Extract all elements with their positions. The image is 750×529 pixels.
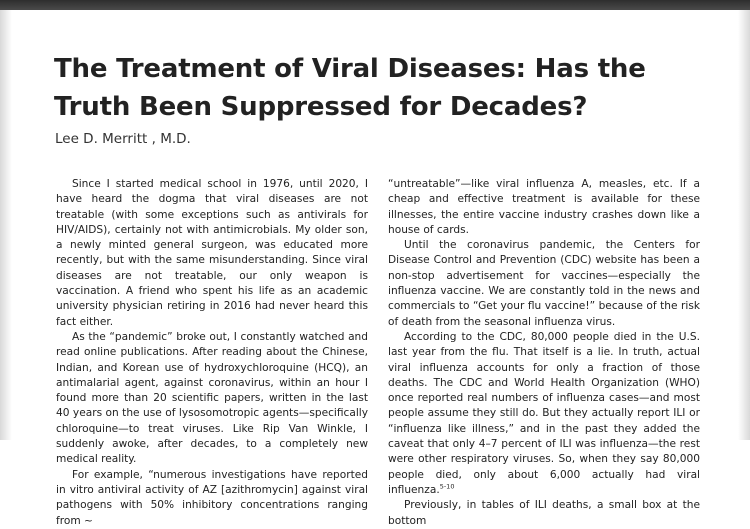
citation-reference: 5-10 <box>439 482 455 491</box>
viewer-top-bar <box>0 0 750 10</box>
right-paragraph-1: “untreatable”—like viral influenza A, measles, etc. If a cheap and effective treatment is available for these illnesses, the entire vaccine industry crashes down like a house of cards. <box>388 178 700 236</box>
left-column <box>56 177 368 529</box>
article-title: The Treatment of Viral Diseases: Has the Truth Been Suppressed for Decades? <box>54 54 646 122</box>
right-paragraph-3 <box>388 330 700 498</box>
right-paragraph-4: Previously, in tables of ILI deaths, a small box at the bottom <box>388 499 700 527</box>
page-shadow-right <box>738 10 750 440</box>
right-paragraph-3-text: According to the CDC, 80,000 people died in the U.S. last year from the flu. That itself is a lie. In truth, actual viral influenza accounts for only a fraction of those deaths. The CDC and World Health Organization (WHO) once reported real numbers of influenza cases—and most people assume they still do. But they actually report ILI or “influenza like illness,” and in the past they added the caveat that only 4–7 percent of ILI was influenza—the rest were other respiratory viruses. So, when they say 80,000 people died, only about 6,000 actually had viral influenza. <box>388 330 700 496</box>
page-shadow-left <box>0 10 12 440</box>
right-column <box>388 177 700 529</box>
article-author: Lee D. Merritt , M.D. <box>55 131 191 147</box>
right-paragraph-2: Until the coronavirus pandemic, the Centers for Disease Control and Prevention (CDC) website has been a non-stop advertisement for vaccines—especially the influenza vaccine. We are constantly told in the news and commercials to “Get your flu vaccine!” because of the risk of death from the seasonal influenza virus. <box>388 239 700 328</box>
left-paragraph-1: Since I started medical school in 1976, until 2020, I have heard the dogma that viral diseases are not treatable (with some exceptions such as antivirals for HIV/AIDS), certainly not with antimicrobials. My older son, a newly minted general surgeon, was educated more recently, but with the same misunderstanding. Since viral diseases are not treatable, our only weapon is vaccination. A friend who spent his life as an academic university physician retiring in 2016 had never heard this fact either. <box>56 178 368 328</box>
left-paragraph-2: As the “pandemic” broke out, I constantly watched and read online publications. After reading about the Chinese, Indian, and Korean use of hydroxychloroquine (HCQ), an antimalarial agent, against coronavirus, within an hour I found more than 20 scientific papers, written in the last 40 years on the use of lysosomotropic agents—specifically chloroquine—to treat viruses. Like Rip Van Winkle, I suddenly awoke, after decades, to a completely new medical reality. <box>56 330 368 466</box>
left-paragraph-3: For example, “numerous investigations have reported in vitro antiviral activity of AZ [azithromycin] against viral pathogens with 50% inhibitory concentrations ranging from ~ <box>56 468 368 527</box>
